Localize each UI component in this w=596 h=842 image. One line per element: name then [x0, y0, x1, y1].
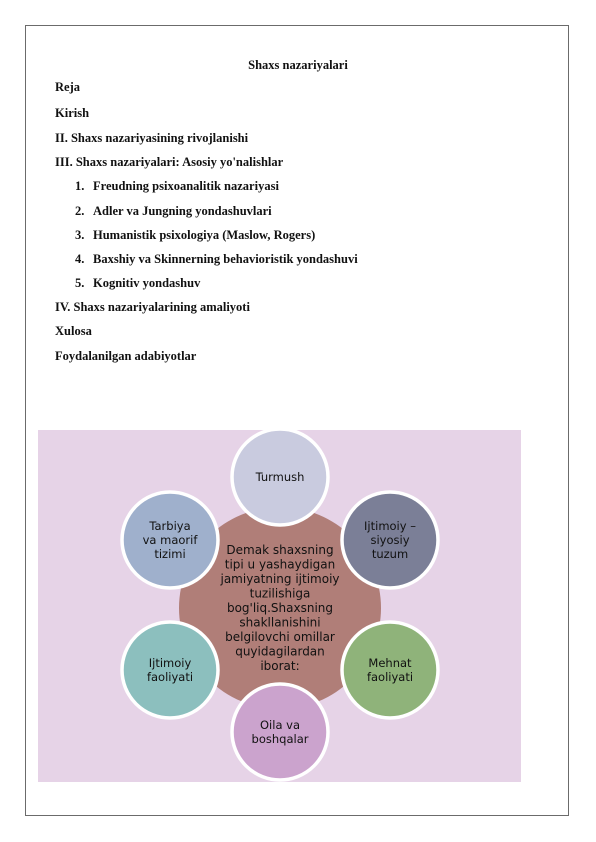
outline-subitem [75, 276, 200, 291]
outline-kirish: Kirish [55, 106, 90, 120]
document-title: Shaxs nazariyalari [248, 58, 348, 72]
factor-label-ijtimoiy-faoliyat: Ijtimoiy [148, 656, 192, 670]
factor-label-mehnat: faoliyati [366, 670, 414, 684]
center-text-line: bog'liq.Shaxsning [226, 601, 334, 615]
factors-diagram [38, 430, 521, 782]
center-text-line: jamiyatning ijtimoiy [220, 572, 340, 586]
subitem-number: 4. [75, 252, 85, 266]
factor-label-oila: Oila va [260, 718, 300, 732]
factor-label-mehnat: Mehnat [368, 656, 412, 670]
center-text-line: iborat: [260, 659, 300, 673]
outline-subitem [75, 228, 315, 243]
subitem-text: Baxshiy va Skinnerning behavioristik yondashuvi [93, 252, 358, 266]
factor-label-tarbiya: tizimi [154, 547, 186, 561]
subitem-text: Kognitiv yondashuv [93, 276, 201, 290]
outline-section-2: II. Shaxs nazariyasining rivojlanishi [55, 131, 249, 145]
subitem-text: Adler va Jungning yondashuvlari [93, 204, 272, 218]
factor-label-ijtimoiy-faoliyat: faoliyati [146, 670, 194, 684]
subitem-number: 2. [75, 204, 85, 218]
outline-section-4: IV. Shaxs nazariyalarining amaliyoti [55, 300, 250, 314]
outline-subitem [75, 252, 358, 267]
outline-xulosa: Xulosa [55, 324, 92, 338]
outline-adabiyotlar: Foydalanilgan adabiyotlar [55, 349, 197, 363]
outline-subitem [75, 179, 279, 194]
center-text-line: tipi u yashaydigan [224, 557, 336, 572]
factor-label-oila: boshqalar [251, 732, 309, 746]
subitem-number: 1. [75, 179, 85, 193]
subitem-number: 5. [75, 276, 85, 290]
factor-label-tarbiya: Tarbiya [149, 519, 191, 533]
center-text-line: belgilovchi omillar [225, 630, 335, 644]
center-text-line: shakllanishini [239, 615, 321, 630]
diagram-svg [38, 430, 521, 782]
subitem-number: 3. [75, 228, 85, 242]
outline-section-3: III. Shaxs nazariyalari: Asosiy yo'nalishlar [55, 155, 284, 169]
factor-label-ijtimoiy-siyosiy: tuzum [371, 547, 409, 561]
center-text-line: quyidagilardan [235, 644, 325, 659]
center-text-line: Demak shaxsning [226, 543, 334, 557]
factor-label-ijtimoiy-siyosiy: Ijtimoiy – [364, 519, 416, 533]
factor-label-tarbiya: va maorif [142, 533, 198, 547]
outline-subitem [75, 204, 272, 219]
center-text-line: tuzilishiga [249, 586, 311, 601]
factor-label-turmush: Turmush [255, 470, 305, 484]
subitem-text: Freudning psixoanalitik nazariyasi [93, 179, 279, 193]
subitem-text: Humanistik psixologiya (Maslow, Rogers) [93, 228, 316, 242]
factor-label-ijtimoiy-siyosiy: siyosiy [370, 533, 410, 547]
outline-reja: Reja [55, 80, 80, 94]
